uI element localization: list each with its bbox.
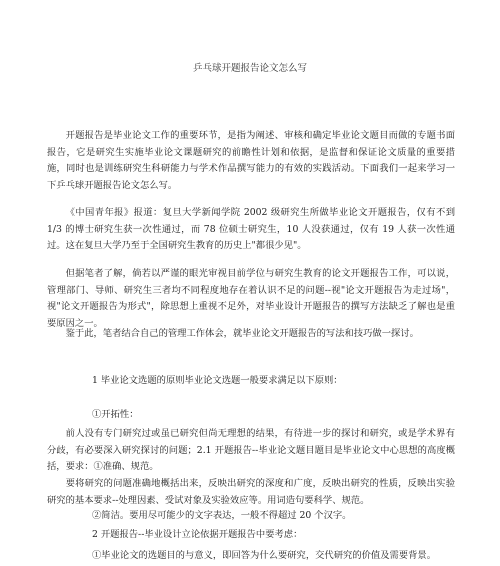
intro-paragraph: 开题报告是毕业论文工作的重要环节，是指为阐述、审核和确定毕业论文题目而做的专题书面报告，它是研究生实施毕业论文课题研究的前瞻性计划和依据，是监督和保证论文质量的重要措施，同时也是训练研究生科研能力与学术作品撰写能力的有效的实践活动。下面我们一起来学习一下乒乓球开题报告论文怎么写。 <box>47 130 455 191</box>
item-1-label: ①开拓性： <box>92 409 139 420</box>
document-title: 乒乓球开题报告论文怎么写 <box>192 63 307 74</box>
news-paragraph: 《中国青年报》报道：复旦大学新闻学院 2002 级研究生所做毕业论文开题报告，仅有不到 1/3 的博士研究生获一次性通过，而 78 位硕士研究生，10 人没获通过，仅有 19 人获一次性通过。这在复旦大学乃至于全国研究生教育的历史上"都很少见"。 <box>47 207 455 251</box>
observation-paragraph: 但据笔者了解，倘若以严谨的眼光审视目前学位与研究生教育的论文开题报告工作，可以说，管理部门、导师、研究生三者均不同程度地存在着认识不足的问题--视"论文开题报告为走过场"，视"论文开题报告为形式"，除思想上重视不足外，对毕业设计开题报告的撰写方法缺乏了解也是重要原因之一。 <box>47 268 455 329</box>
item-1-body-continued: 要将研究的问题准确地概括出来，反映出研究的深度和广度，反映出研究的性质，反映出实验研究的基本要求--处理因素、受试对象及实验效应等。用词造句要科学、规范。 <box>47 478 455 506</box>
item-1-body: 前人没有专门研究过或虽已研究但尚无理想的结果，有待进一步的探讨和研究，或是学术界有分歧，有必要深入研究探讨的问题；2.1 开题报告--毕业论文题目题目是毕业论文中心思想的高度概括，要求：①准确、规范。 <box>47 428 455 472</box>
item-2: ②简洁。要用尽可能少的文字表达，一般不得超过 20 个汉字。 <box>92 510 352 521</box>
section-2-heading: 2 开题报告--毕业设计立论依据开题报告中要考虑： <box>92 529 303 540</box>
section-2-item-1: ①毕业论文的选题目的与意义，即回答为什么要研究，交代研究的价值及需要背景。 <box>92 550 436 561</box>
section-1-heading: 1 毕业论文选题的原则毕业论文选题一般要求满足以下原则： <box>92 375 343 386</box>
purpose-paragraph: 鉴于此，笔者结合自己的管理工作体会，就毕业论文开题报告的写法和技巧做一探讨。 <box>65 328 419 339</box>
